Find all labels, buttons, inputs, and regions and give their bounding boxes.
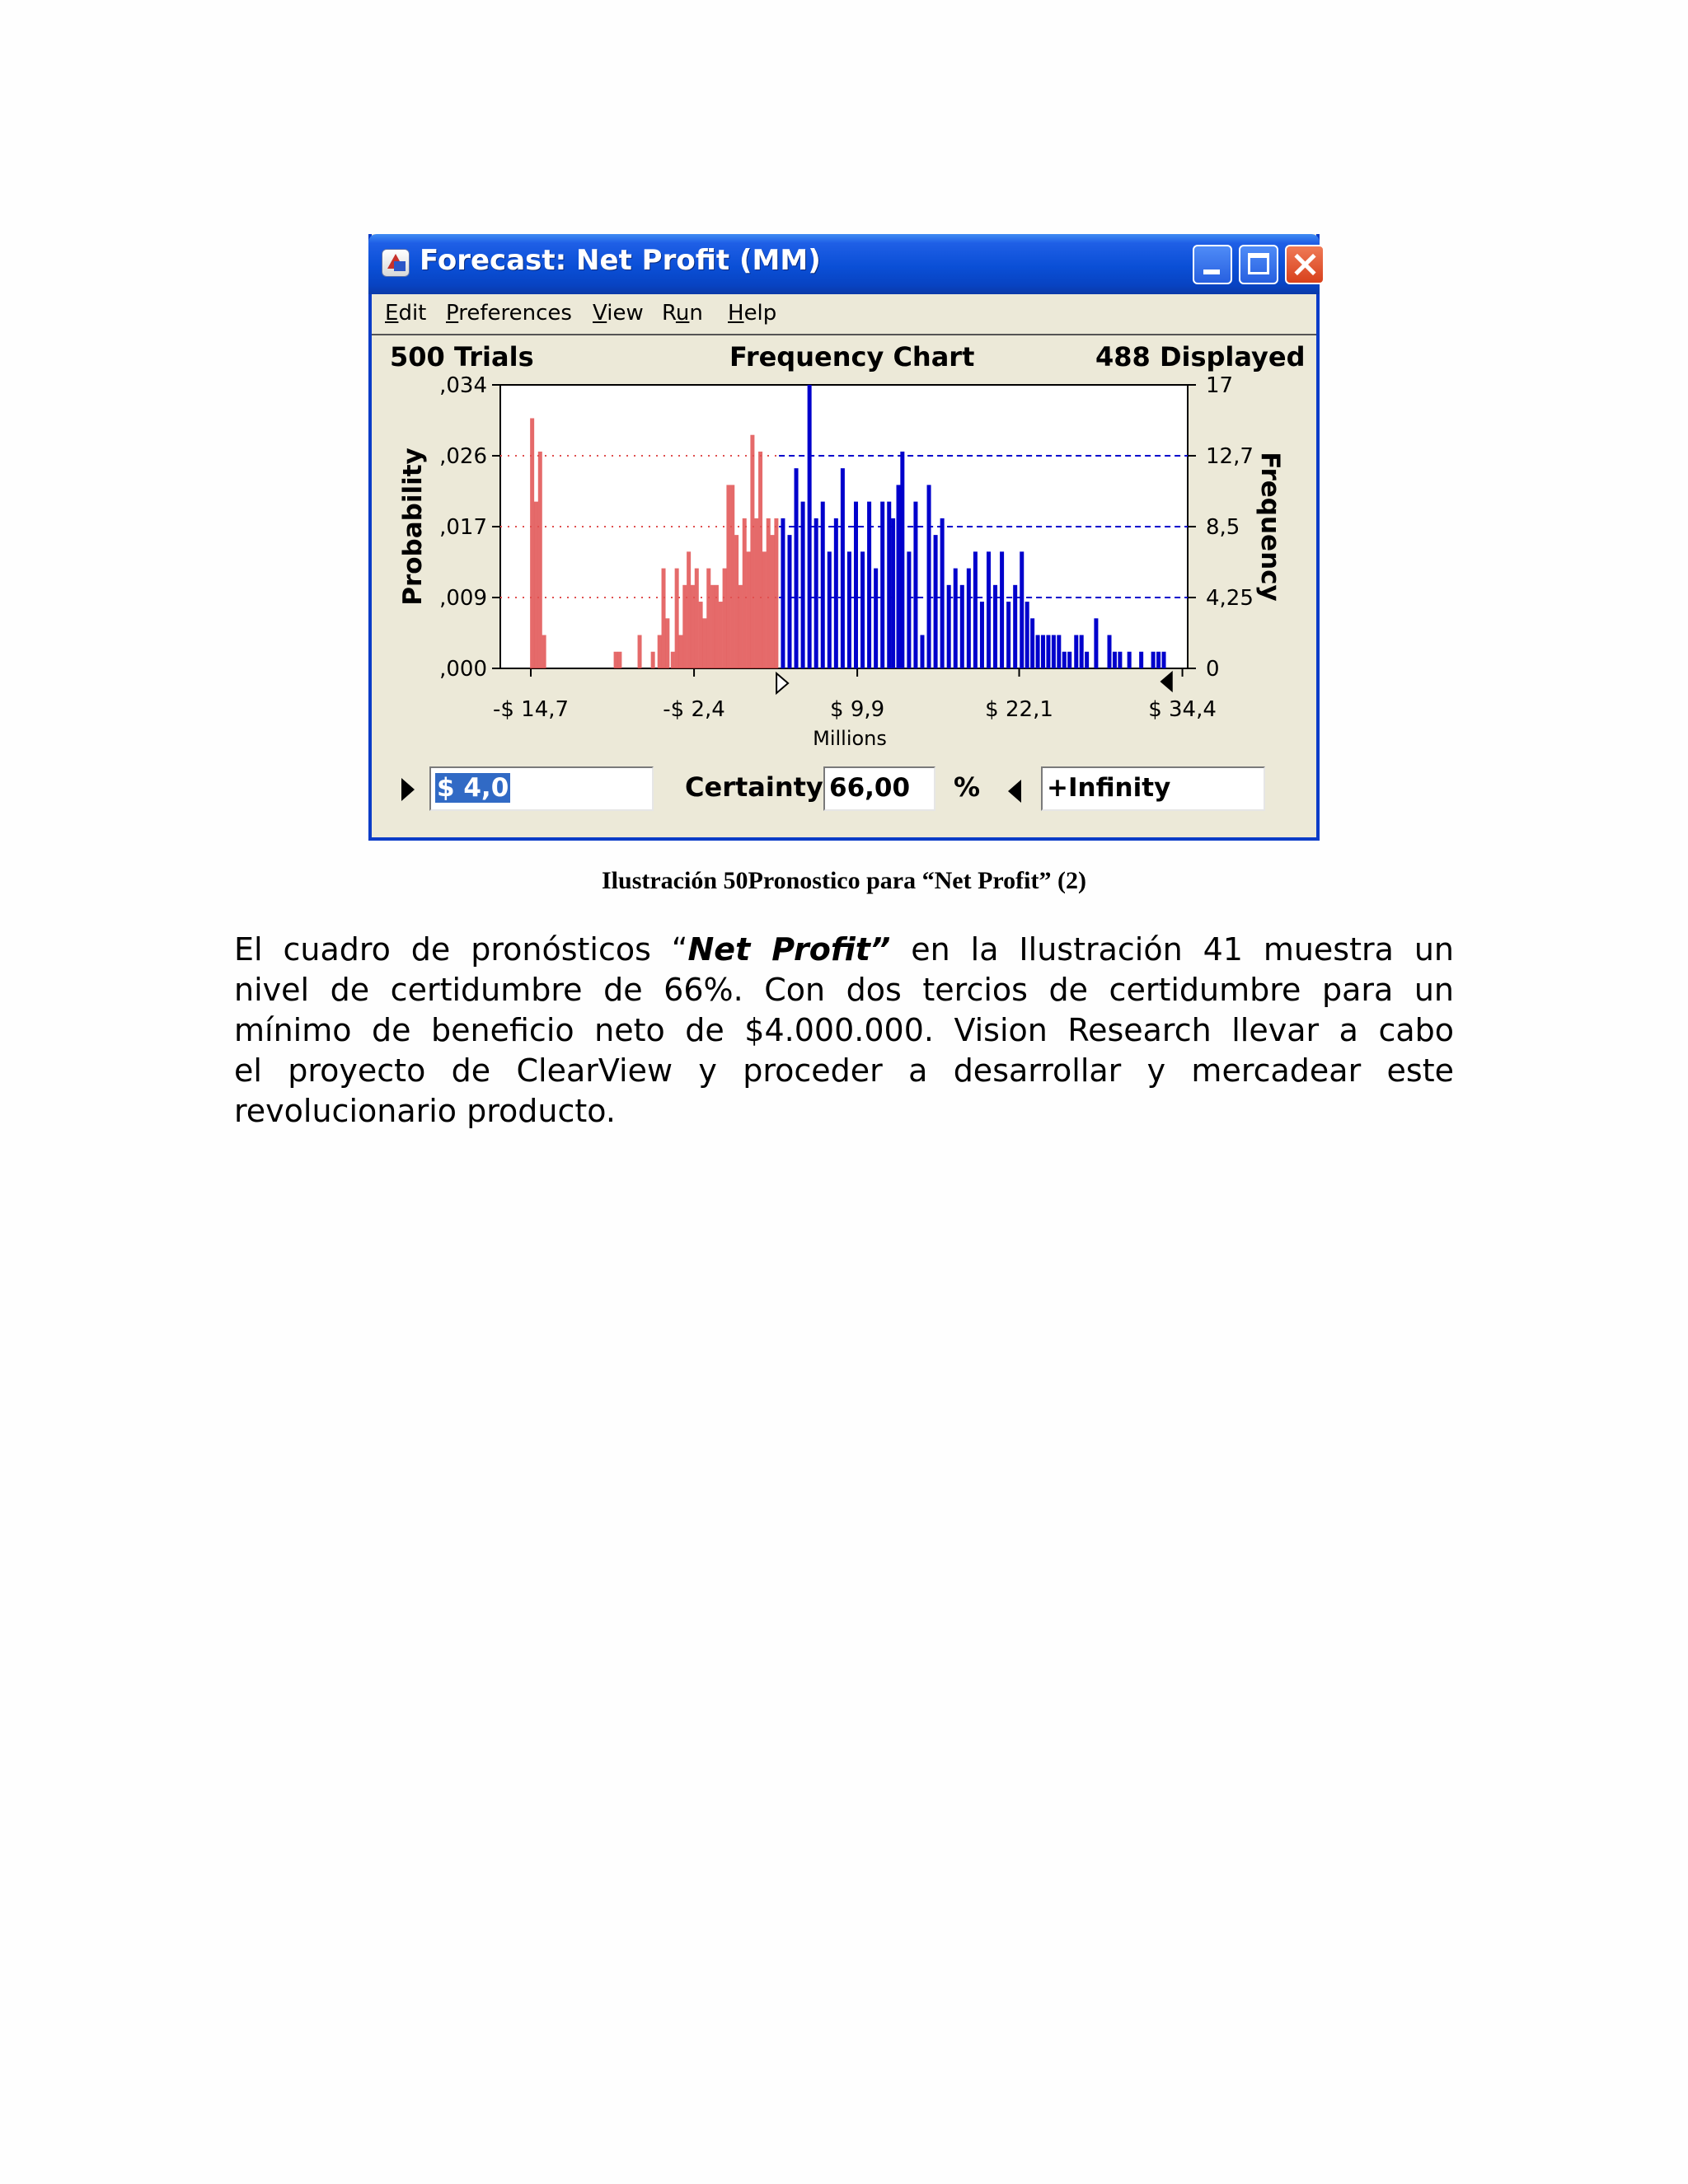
histogram-bar (993, 585, 997, 668)
histogram-bar (1162, 652, 1166, 668)
histogram-bar (614, 652, 618, 668)
histogram-bar (887, 502, 891, 668)
displayed-count: 488 Displayed (1095, 341, 1306, 373)
histogram-bar (874, 569, 878, 668)
histogram-bar (1080, 635, 1084, 668)
menu-edit[interactable]: Edit (385, 301, 427, 326)
body-paragraph (234, 930, 1454, 1132)
histogram-bar (821, 502, 825, 668)
histogram-bar (771, 535, 775, 668)
histogram-bar (795, 468, 799, 668)
y-tick-label-right: 0 (1206, 657, 1220, 682)
x-tick-label: $ 9,9 (830, 697, 885, 722)
histogram-bar (960, 585, 964, 668)
histogram-bar (658, 635, 662, 668)
trials-count: 500 Trials (390, 341, 534, 373)
histogram-bar (738, 585, 743, 668)
y-axis-label-left: Probability (398, 448, 428, 606)
histogram-bar (682, 585, 687, 668)
histogram-bar (530, 418, 534, 668)
histogram-bar (706, 569, 710, 668)
histogram-bar (719, 602, 723, 668)
histogram-bar (1085, 652, 1089, 668)
histogram-bar (678, 635, 682, 668)
forecast-window (368, 234, 1320, 841)
certainty-label: Certainty (685, 771, 823, 803)
histogram-bar (841, 468, 845, 668)
paragraph-line-2: nivel de certidumbre de 66%. Con dos tercios de certidumbre para un (234, 972, 1454, 1008)
histogram-bar (934, 535, 938, 668)
histogram-bar (750, 435, 754, 668)
upper-cutoff-handle[interactable] (1160, 672, 1172, 691)
histogram-bar (702, 618, 706, 668)
histogram-bar (1067, 652, 1071, 668)
histogram-bar (940, 518, 945, 668)
y-tick-label-right: 4,25 (1206, 586, 1254, 611)
histogram-bar (662, 569, 666, 668)
histogram-bar (867, 502, 871, 668)
histogram-bar (754, 518, 758, 668)
histogram-bar (913, 502, 917, 668)
chart-title: Frequency Chart (729, 341, 975, 373)
histogram-bar (762, 551, 767, 668)
histogram-bar (834, 518, 838, 668)
histogram-bar (987, 551, 991, 668)
histogram-bar (954, 569, 958, 668)
histogram-bar (891, 518, 895, 668)
upper-bound-value: +Infinity (1047, 773, 1171, 803)
paragraph-line-5: revolucionario producto. (234, 1093, 616, 1129)
histogram-bar (907, 551, 911, 668)
histogram-bar (1128, 652, 1132, 668)
histogram-bar (860, 551, 865, 668)
x-tick-label: -$ 14,7 (492, 697, 570, 722)
histogram-bar (1108, 635, 1112, 668)
histogram-bar (726, 485, 730, 668)
histogram-bar (880, 502, 884, 668)
histogram-bar (927, 485, 931, 668)
histogram-bar (617, 652, 621, 668)
y-tick-label-right: 17 (1206, 373, 1234, 398)
histogram-bar (1020, 551, 1024, 668)
histogram-bar (695, 569, 699, 668)
upper-bound-arrow-icon[interactable] (1008, 780, 1021, 803)
histogram-bar (801, 502, 805, 668)
histogram-bar (1000, 551, 1004, 668)
histogram-bar (774, 518, 778, 668)
histogram-bar (710, 585, 715, 668)
percent-sign: % (954, 771, 981, 803)
histogram-bar (1113, 652, 1117, 668)
histogram-bar (723, 569, 727, 668)
y-tick-label-left: ,017 (439, 515, 487, 540)
y-tick-label-left: ,026 (439, 444, 487, 469)
histogram-bar (1156, 652, 1160, 668)
paragraph-line-3: mínimo de beneficio neto de $4.000.000. Vision Research llevar a cabo (234, 1012, 1454, 1048)
histogram-bar (699, 602, 703, 668)
histogram-bar (900, 452, 904, 668)
histogram-bar (1074, 635, 1078, 668)
histogram-bar (687, 551, 691, 668)
x-tick-label: $ 34,4 (1148, 697, 1217, 722)
histogram-bar (542, 635, 546, 668)
histogram-bar (787, 535, 791, 668)
histogram-bar (1139, 652, 1143, 668)
histogram-bar (638, 635, 642, 668)
histogram-bar (814, 518, 818, 668)
histogram-bar (920, 635, 924, 668)
menu-view[interactable]: View (593, 301, 644, 326)
histogram-bar (808, 385, 812, 668)
y-tick-label-right: 8,5 (1206, 515, 1240, 540)
histogram-bar (665, 618, 669, 668)
certainty-value: 66,00 (829, 773, 911, 803)
histogram-bar (897, 485, 901, 668)
y-tick-label-left: ,034 (439, 373, 487, 398)
histogram-bar (1046, 635, 1050, 668)
histogram-bar (1062, 652, 1067, 668)
histogram-bar (743, 518, 747, 668)
histogram-bar (747, 551, 751, 668)
upper-bound-input[interactable] (1041, 766, 1265, 811)
histogram-bar (651, 652, 655, 668)
figure-caption: Ilustración 50Pronostico para “Net Profit” (2) (602, 867, 1086, 894)
y-tick-label-right: 12,7 (1206, 444, 1254, 469)
x-tick-label: $ 22,1 (985, 697, 1053, 722)
paragraph-line-4: el proyecto de ClearView y proceder a desarrollar y mercadear este (234, 1052, 1454, 1089)
histogram-bar (1094, 618, 1098, 668)
lower-cutoff-handle[interactable] (776, 673, 788, 693)
histogram-bar (675, 569, 679, 668)
lower-bound-value: $ 4,0 (437, 773, 509, 803)
histogram-bar (1151, 652, 1156, 668)
lower-bound-input[interactable] (429, 766, 654, 811)
histogram-bar (1006, 602, 1010, 668)
histogram-bar (1057, 635, 1061, 668)
frequency-chart (372, 234, 1316, 762)
lower-bound-arrow-icon[interactable] (401, 778, 415, 801)
histogram-bar (538, 452, 542, 668)
histogram-bar (534, 502, 538, 668)
histogram-bar (973, 551, 978, 668)
histogram-bar (734, 535, 738, 668)
histogram-bar (980, 602, 984, 668)
histogram-bar (1052, 635, 1056, 668)
certainty-input[interactable] (823, 766, 935, 811)
histogram-bar (847, 551, 851, 668)
histogram-bar (758, 452, 762, 668)
histogram-bar (1118, 652, 1122, 668)
histogram-bar (671, 652, 675, 668)
x-axis-label: Millions (813, 727, 887, 750)
histogram-bar (1030, 618, 1034, 668)
x-tick-label: -$ 2,4 (663, 697, 725, 722)
histogram-bar (715, 585, 719, 668)
histogram-bar (730, 485, 734, 668)
histogram-bar (854, 502, 858, 668)
menu-help[interactable]: Help (728, 301, 777, 326)
histogram-bar (828, 551, 832, 668)
histogram-bar (1036, 635, 1040, 668)
paragraph-line-1: El cuadro de pronósticos “Net Profit” en la Ilustración 41 muestra un (234, 931, 1454, 968)
y-tick-label-left: ,009 (439, 586, 487, 611)
histogram-bar (1013, 585, 1017, 668)
y-tick-label-left: ,000 (439, 657, 487, 682)
histogram-bar (1025, 602, 1029, 668)
histogram-bar (1041, 635, 1045, 668)
menu-run[interactable]: Run (662, 301, 703, 326)
y-axis-label-right: Frequency (1255, 452, 1285, 602)
histogram-bar (767, 518, 771, 668)
histogram-bar (947, 585, 951, 668)
histogram-bar (691, 585, 695, 668)
window-title: Forecast: Net Profit (MM) (420, 244, 821, 277)
histogram-bar (967, 569, 971, 668)
histogram-bar (781, 518, 785, 668)
menu-preferences[interactable]: Preferences (446, 301, 572, 326)
